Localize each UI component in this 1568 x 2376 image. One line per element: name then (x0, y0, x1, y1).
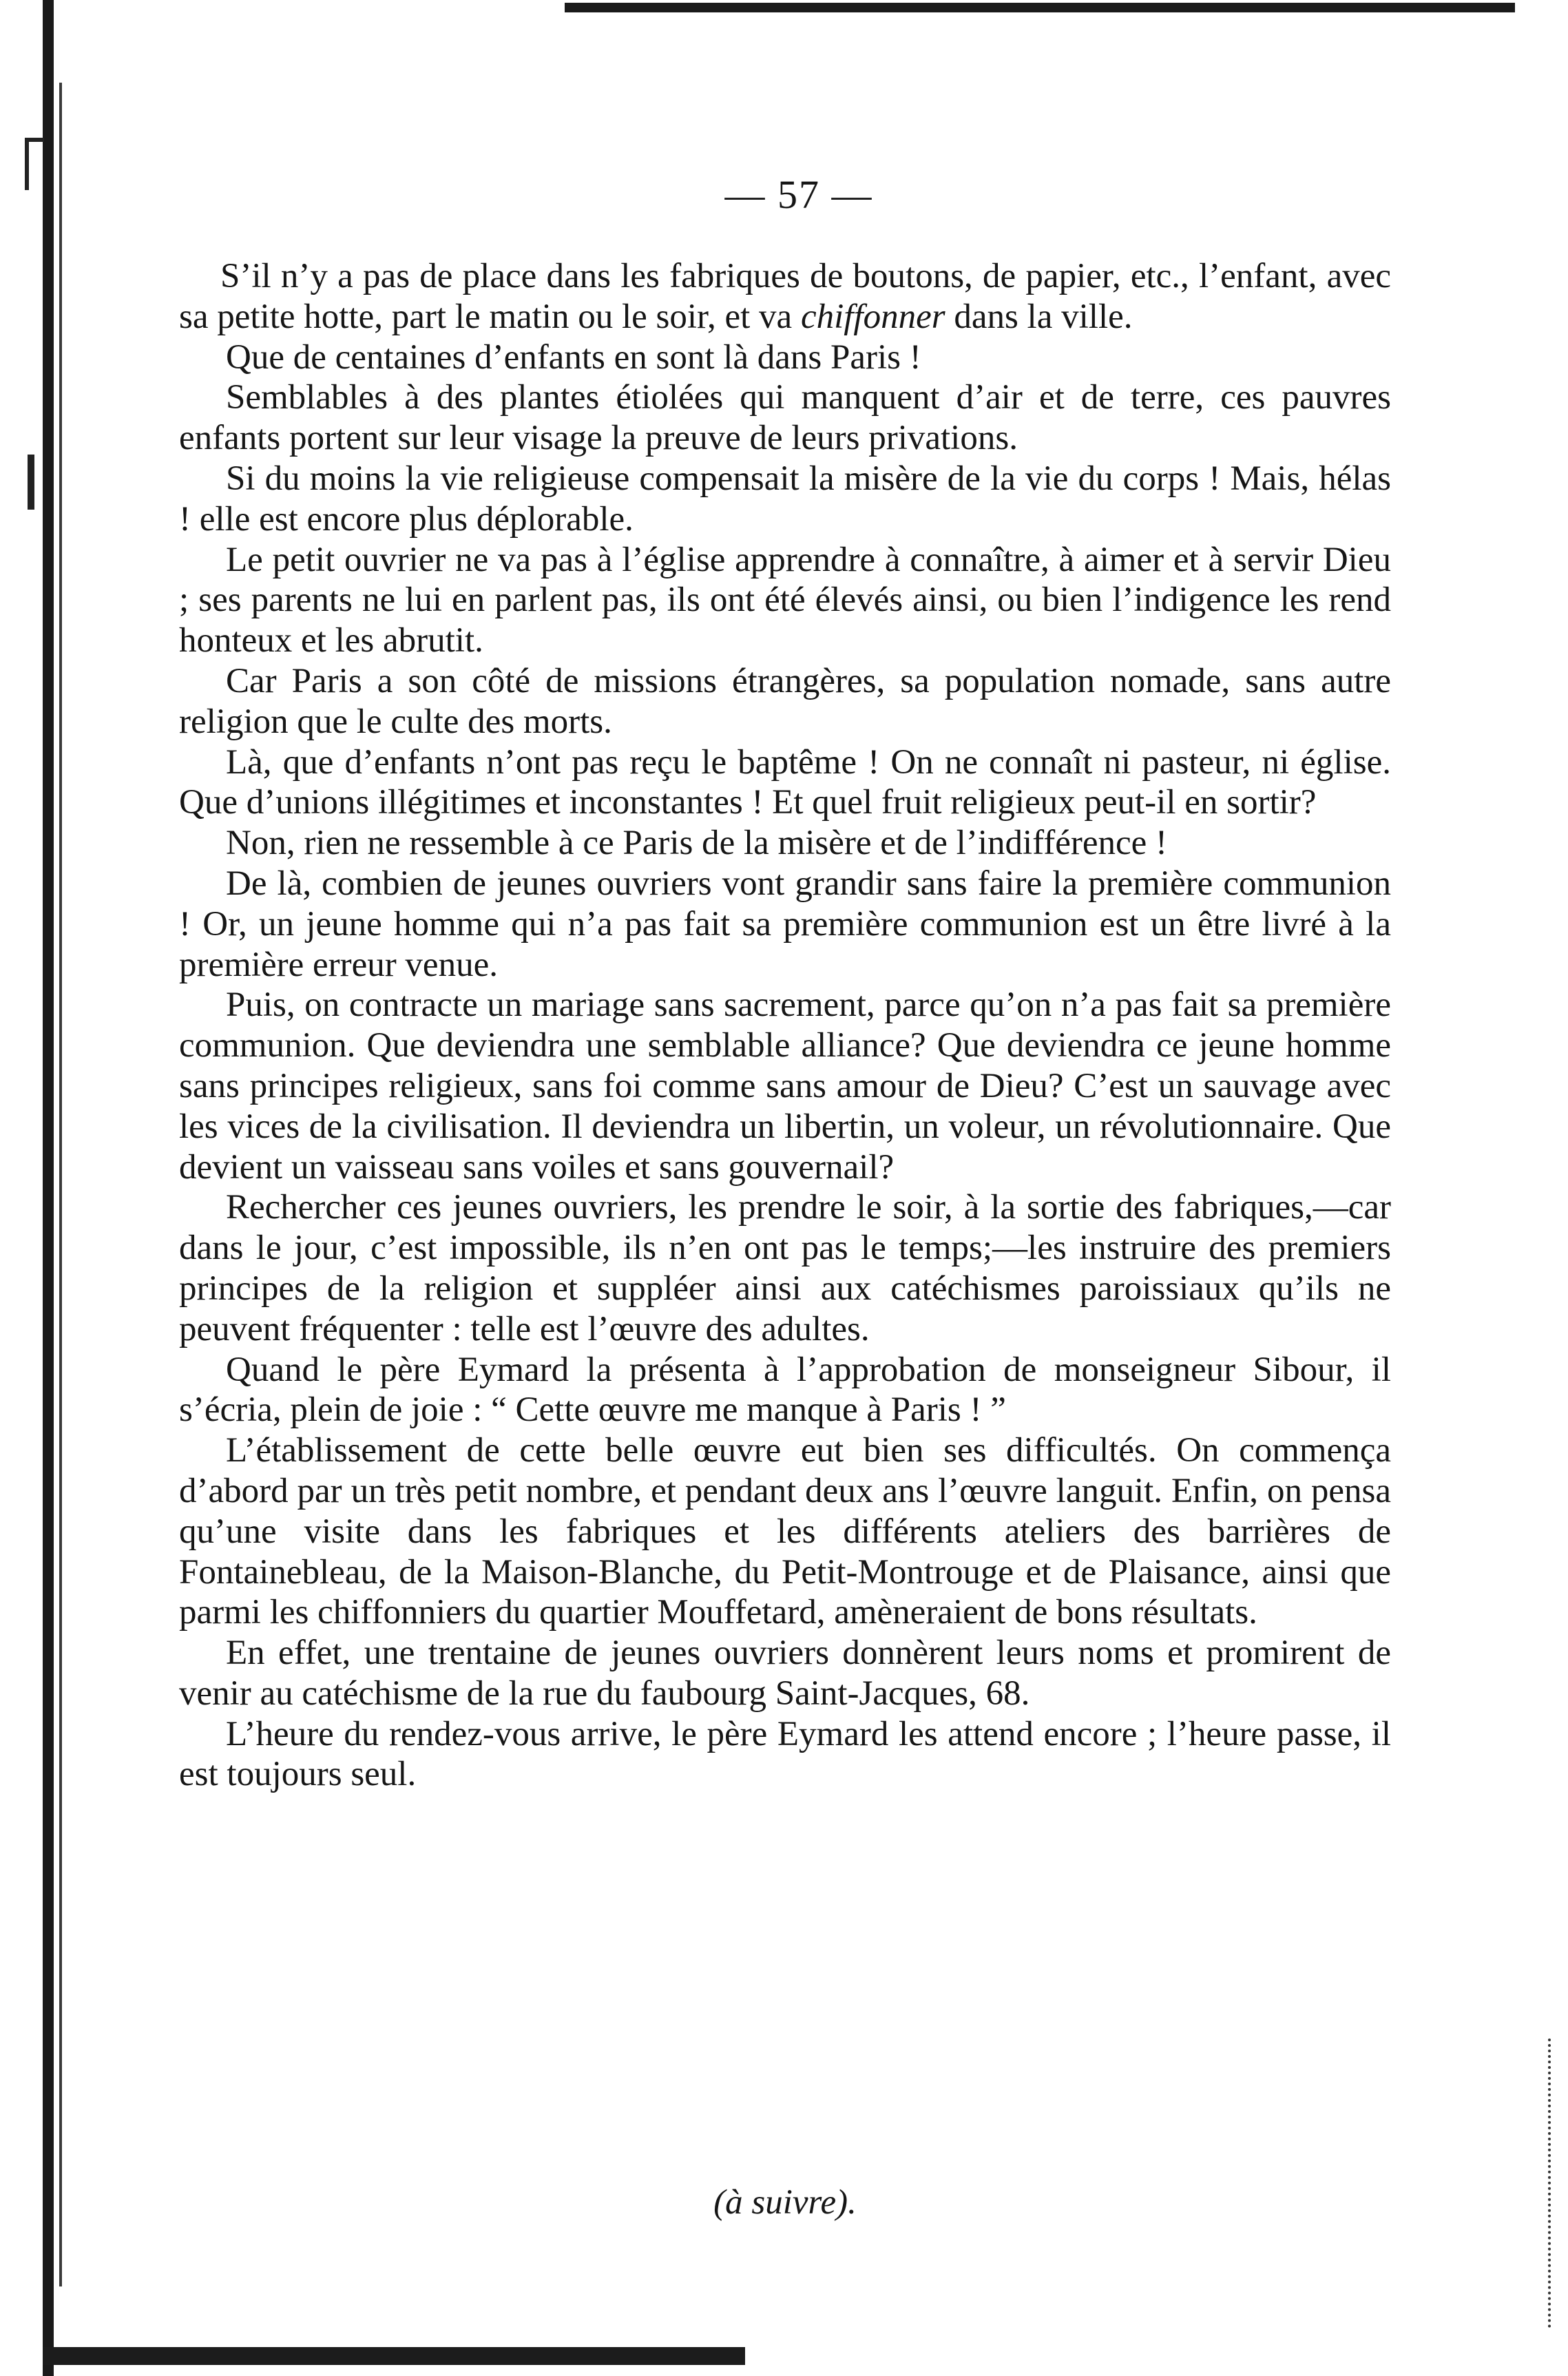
scan-bottom-border (43, 2347, 745, 2365)
scan-right-specks (1548, 2039, 1554, 2328)
paragraph: Le petit ouvrier ne va pas à l’église apprendre à connaître, à aimer et à servir Dieu ; ses parents ne lui en parlent pas, ils ont été élevés ainsi, ou bien l’indigence les rend honteux et les abrutit. (179, 540, 1391, 660)
paragraph (179, 256, 1391, 337)
italic-word: chiffonner (800, 297, 945, 336)
paragraph-text: S’il n’y a pas de place dans les fabriques de boutons, de papier, etc., l’enfant, avec sa petite hotte, part le matin ou le soir, et va (179, 257, 1391, 336)
paragraph: Quand le père Eymard la présenta à l’approbation de monseigneur Sibour, il s’écria, plein de joie : “ Cette œuvre me manque à Paris ! ” (179, 1350, 1391, 1430)
scan-top-border (565, 3, 1515, 12)
paragraph: L’établissement de cette belle œuvre eut bien ses difficultés. On commença d’abord par un très petit nombre, et pendant deux ans l’œuvre languit. Enfin, on pensa qu’une visite dans les fabriques et les différents ateliers des barrières de Fontainebleau, de la Maison-Blanche, du Petit-Montrouge et de Plaisance, ainsi que parmi les chiffonniers du quartier Mouffetard, amèneraient de bons résultats. (179, 1431, 1391, 1632)
page-body (179, 256, 1391, 1795)
paragraph: Semblables à des plantes étiolées qui manquent d’air et de terre, ces pauvres enfants portent sur leur visage la preuve de leurs privations. (179, 378, 1391, 458)
scan-left-line (59, 83, 62, 2286)
paragraph: Non, rien ne ressemble à ce Paris de la misère et de l’indifférence ! (226, 824, 1167, 863)
paragraph: Car Paris a son côté de missions étrangères, sa population nomade, sans autre religion que le culte des morts. (179, 661, 1391, 741)
paragraph-text: dans la ville. (945, 297, 1133, 336)
paragraph: L’heure du rendez-vous arrive, le père Eymard les attend encore ; l’heure passe, il est toujours seul. (179, 1714, 1391, 1794)
paragraph: Rechercher ces jeunes ouvriers, les prendre le soir, à la sortie des fabriques,—car dans le jour, c’est impossible, ils n’en ont pas le temps;—les instruire des premiers principes de la religion et suppléer ainsi aux catéchismes paroissiaux qu’ils ne peuvent fréquenter : telle est l’œuvre des adultes. (179, 1188, 1391, 1348)
scan-margin-mark (28, 455, 34, 510)
paragraph: Si du moins la vie religieuse compensait la misère de la vie du corps ! Mais, hélas ! elle est encore plus déplorable. (179, 459, 1391, 539)
scan-margin-mark (25, 138, 44, 190)
paragraph: De là, combien de jeunes ouvriers vont grandir sans faire la première communion ! Or, un jeune homme qui n’a pas fait sa première communion est un être livré à la première erreur venue. (179, 864, 1391, 984)
paragraph: Puis, on contracte un mariage sans sacrement, parce qu’on n’a pas fait sa première communion. Que deviendra une semblable alliance? Que deviendra ce jeune homme sans principes religieux, sans foi comme sans amour de Dieu? C’est un sauvage avec les vices de la civilisation. Il deviendra un libertin, un voleur, un révolutionnaire. Que devient un vaisseau sans voiles et sans gouvernail? (179, 986, 1391, 1187)
page-number: — 57 — (724, 172, 873, 217)
paragraph: Là, que d’enfants n’ont pas reçu le baptême ! On ne connaît ni pasteur, ni église. Que d’unions illégitimes et inconstantes ! Et quel fruit religieux peut-il en sortir? (179, 742, 1391, 822)
scan-left-border (43, 0, 54, 2376)
paragraph: En effet, une trentaine de jeunes ouvriers donnèrent leurs noms et promirent de venir au catéchisme de la rue du faubourg Saint-Jacques, 68. (179, 1634, 1391, 1713)
paragraph: Que de centaines d’enfants en sont là dans Paris ! (226, 337, 921, 377)
continuation-note: (à suivre). (713, 2183, 857, 2222)
